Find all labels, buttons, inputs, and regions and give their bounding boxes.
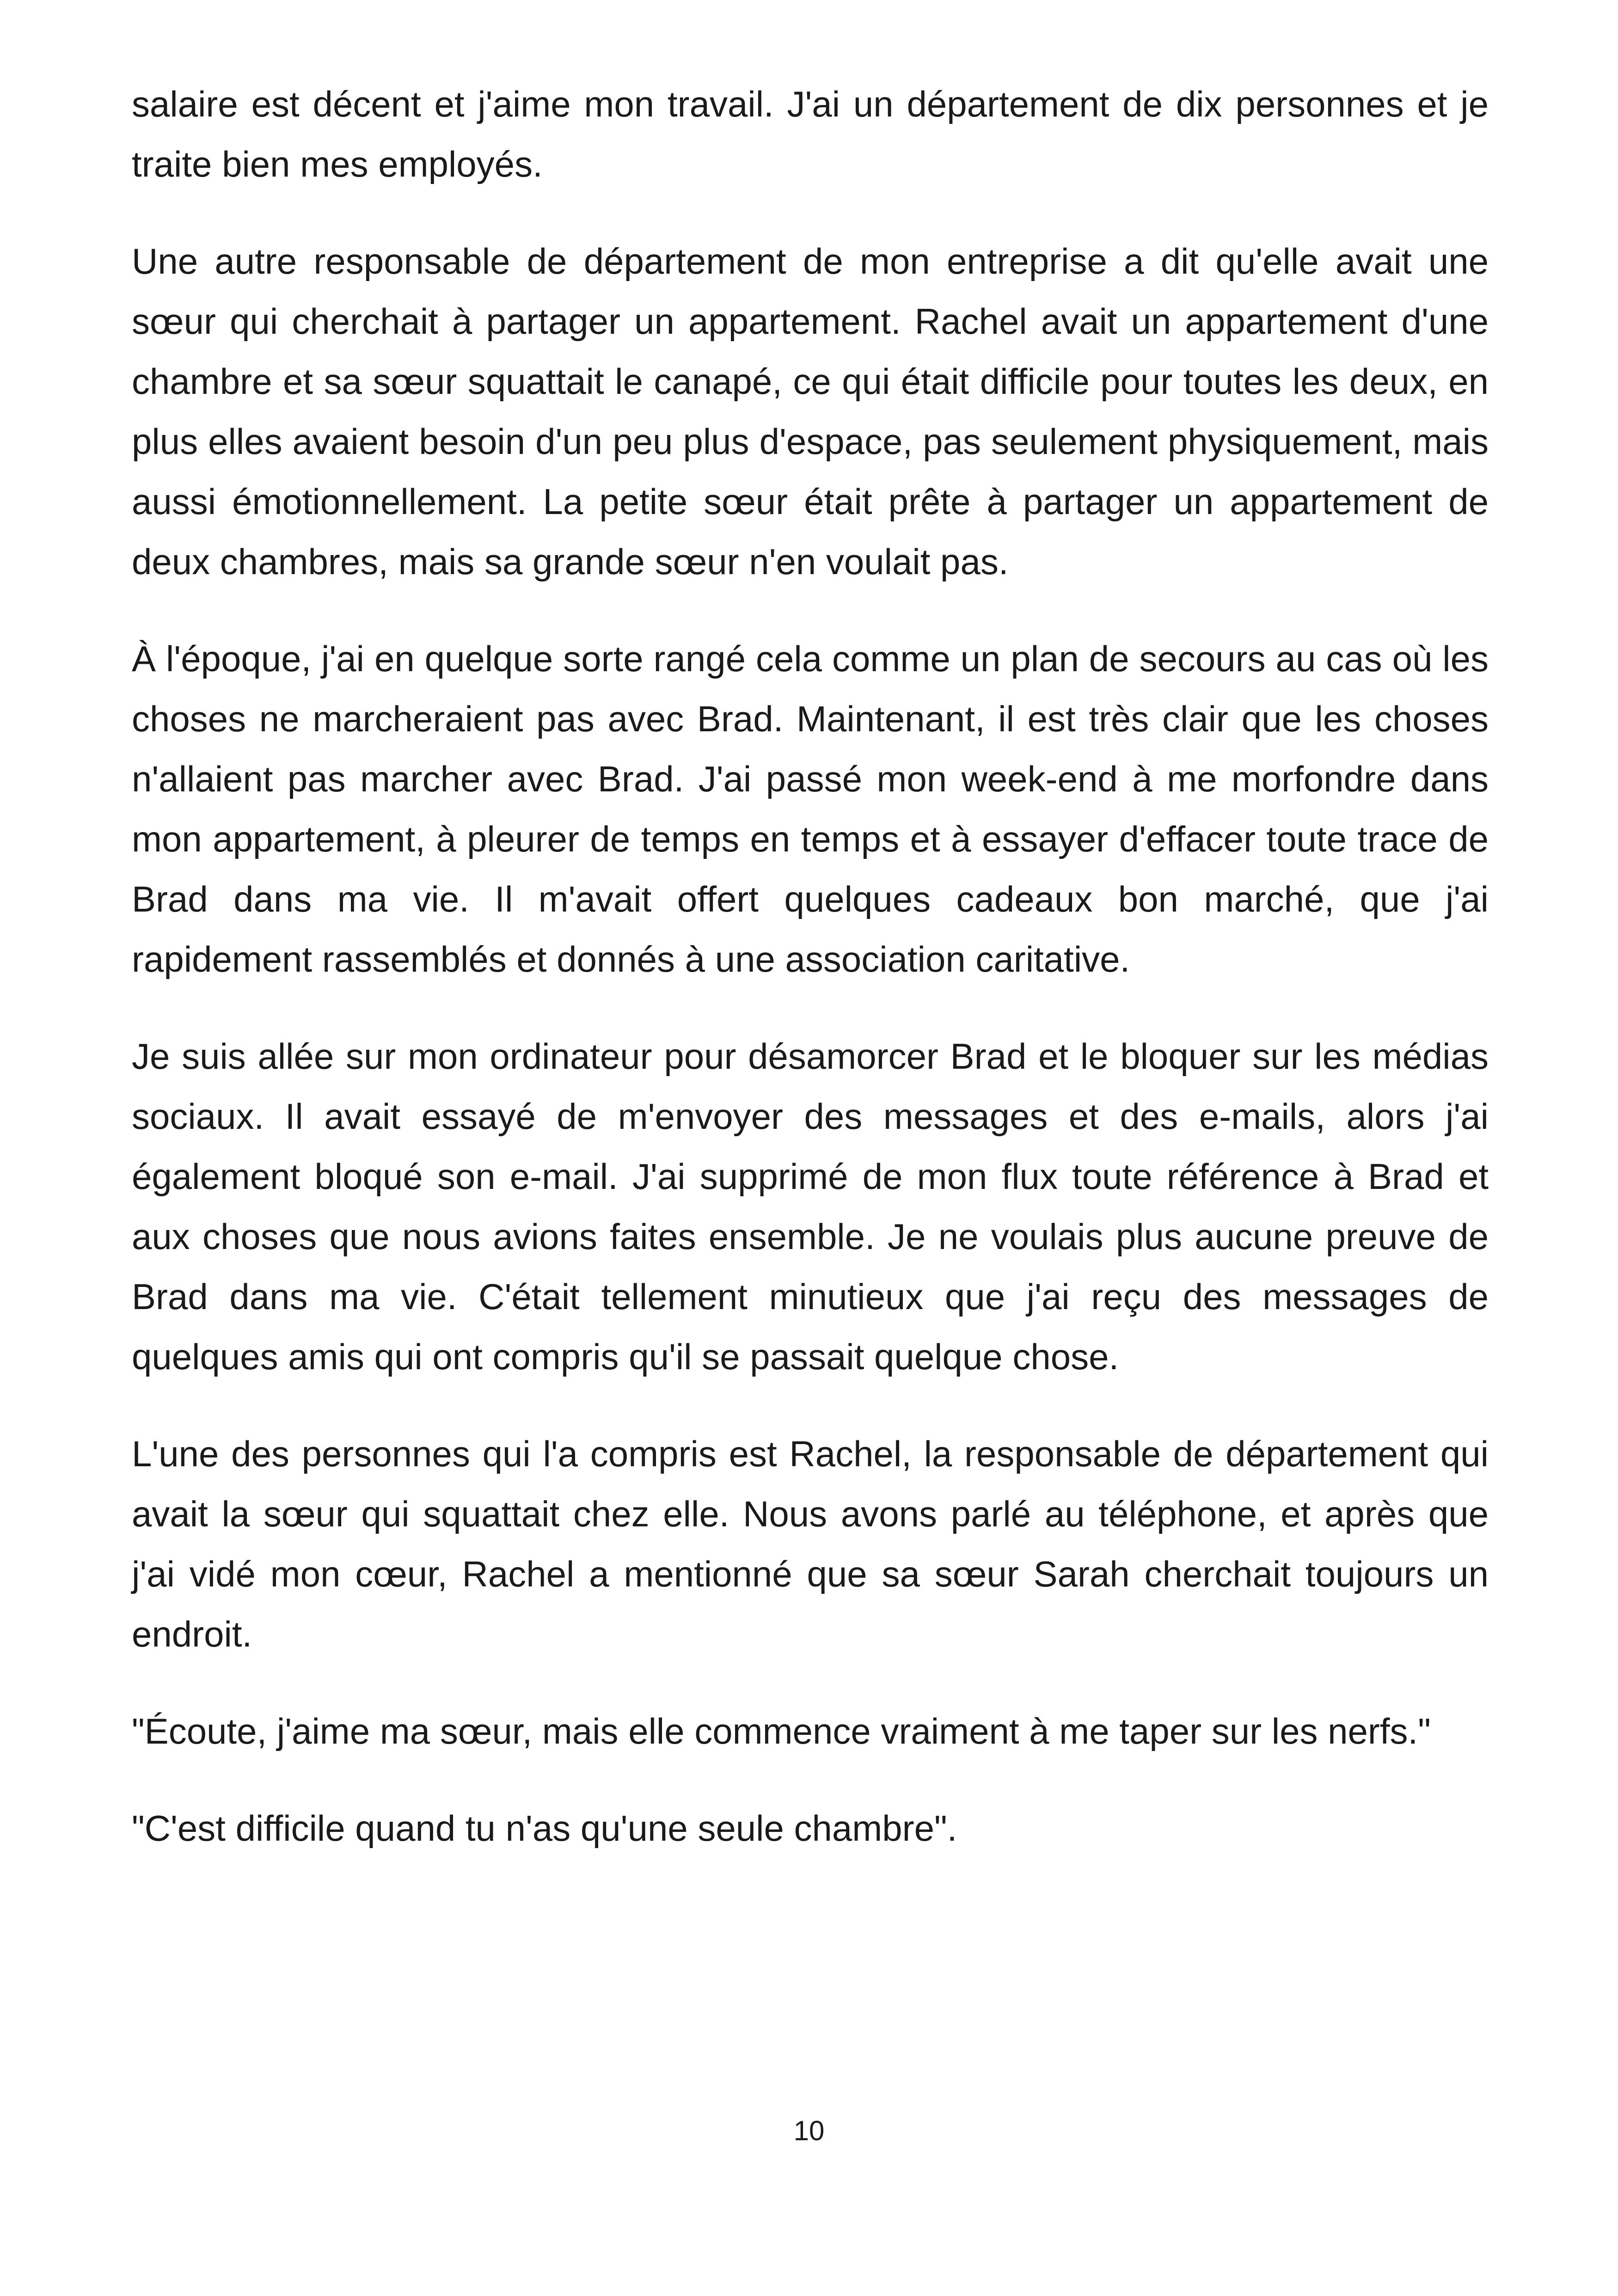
paragraph-2: Une autre responsable de département de mon entreprise a dit qu'elle avait une sœur qui cherchait à partager un appartement. Rachel avait un appartement d'une chambre et sa sœur squattait le canapé, ce qui était difficile pour toutes les deux, en plus elles avaient besoin d'un peu plus d'espace, pas seulement physiquement, mais aussi émotionnellement. La petite sœur était prête à partager un appartement de deux chambres, mais sa grande sœur n'en voulait pas. <box>132 241 1489 582</box>
paragraph-1: salaire est décent et j'aime mon travail. J'ai un département de dix personnes et je traite bien mes employés. <box>132 84 1489 184</box>
paragraph-4: Je suis allée sur mon ordinateur pour désamorcer Brad et le bloquer sur les médias sociaux. Il avait essayé de m'envoyer des messages et des e-mails, alors j'ai également bloqué son e-mail. J'ai supprimé de mon flux toute référence à Brad et aux choses que nous avions faites ensemble. Je ne voulais plus aucune preuve de Brad dans ma vie. C'était tellement minutieux que j'ai reçu des messages de quelques amis qui ont compris qu'il se passait quelque chose. <box>132 1036 1489 1377</box>
paragraph-6: "Écoute, j'aime ma sœur, mais elle commence vraiment à me taper sur les nerfs." <box>132 1711 1431 1751</box>
page-number: 10 <box>793 2115 825 2146</box>
paragraph-3: À l'époque, j'ai en quelque sorte rangé cela comme un plan de secours au cas où les choses ne marcheraient pas avec Brad. Maintenant, il est très clair que les choses n'allaient pas marcher avec Brad. J'ai passé mon week-end à me morfondre dans mon appartement, à pleurer de temps en temps et à essayer d'effacer toute trace de Brad dans ma vie. Il m'avait offert quelques cadeaux bon marché, que j'ai rapidement rassemblés et donnés à une association caritative. <box>132 638 1489 980</box>
paragraph-7: "C'est difficile quand tu n'as qu'une seule chambre". <box>132 1808 957 1849</box>
body-text <box>132 74 1489 1858</box>
paragraph-5: L'une des personnes qui l'a compris est Rachel, la responsable de département qui avait la sœur qui squattait chez elle. Nous avons parlé au téléphone, et après que j'ai vidé mon cœur, Rachel a mentionné que sa sœur Sarah cherchait toujours un endroit. <box>132 1433 1489 1654</box>
